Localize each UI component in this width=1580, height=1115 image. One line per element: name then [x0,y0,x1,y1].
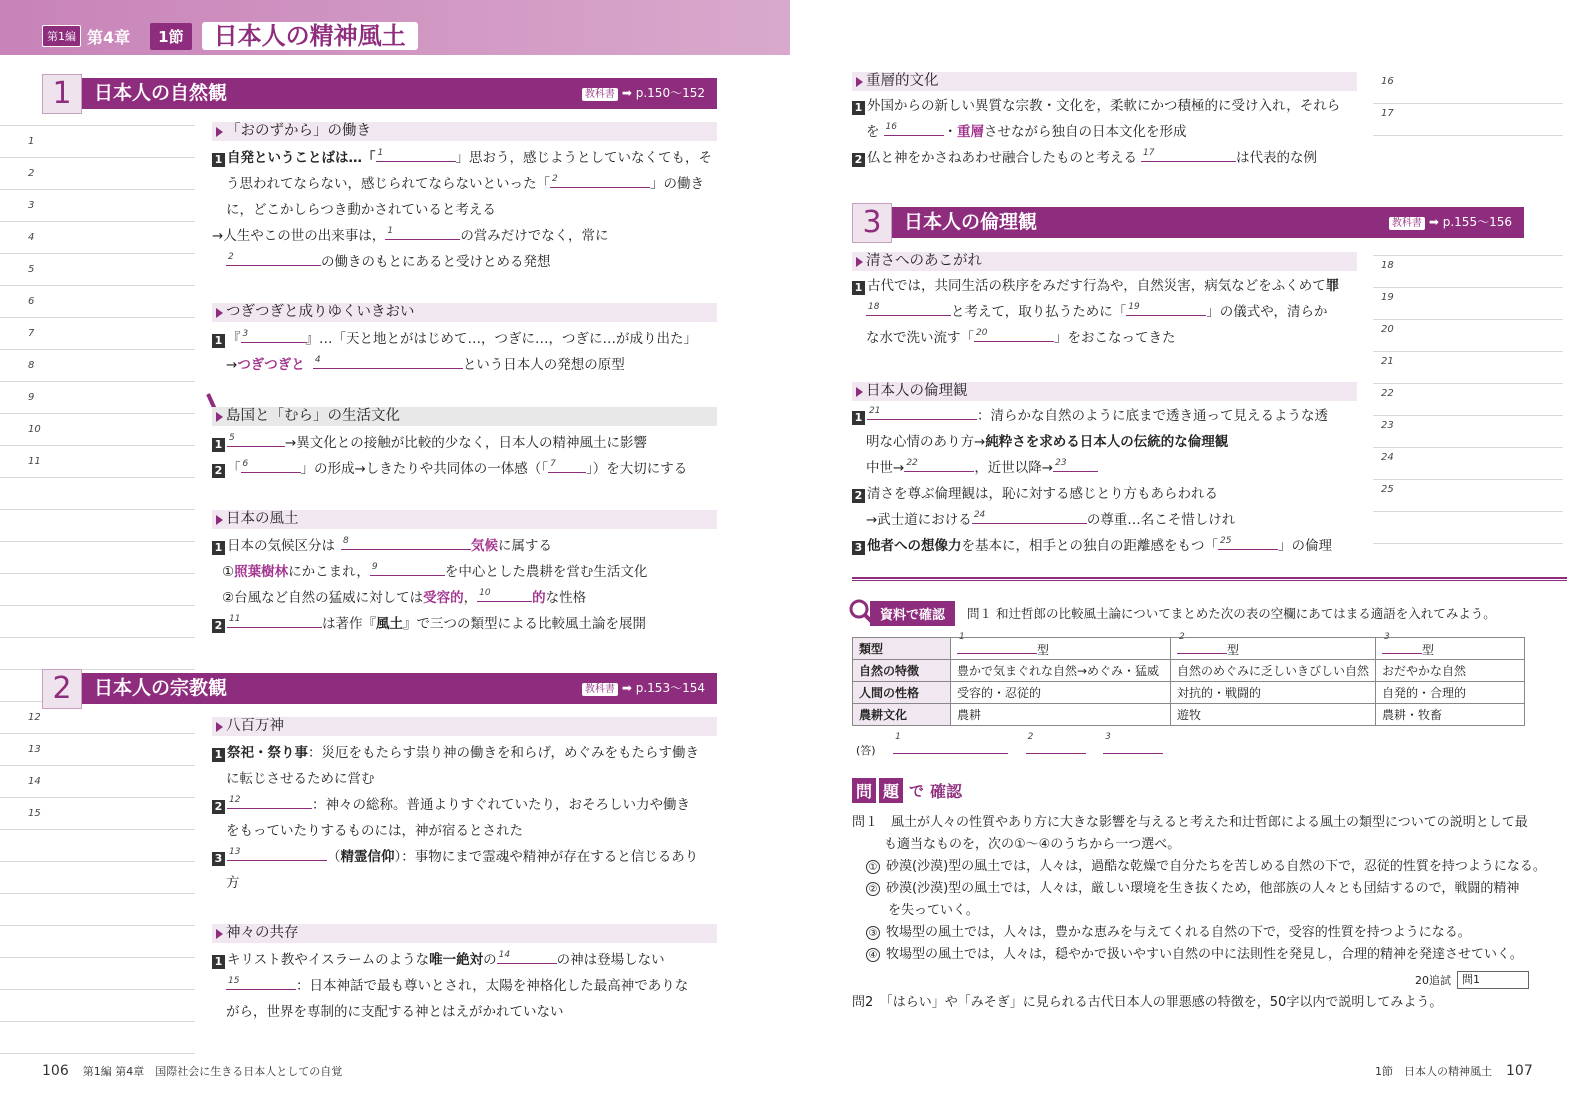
text: 」）を大切にする [586,461,688,477]
note-row[interactable]: 16 [1373,72,1563,104]
text: を基本に，相手との独自の距離感をもつ「 [961,538,1218,554]
text: という日本人の発想の原型 [462,357,625,373]
text: 清さを尊ぶ倫理観は，恥に対する感じとり方もあらわれる [867,486,1218,502]
table-cell: 農耕 [951,704,1171,726]
page-number-right: 1節 日本人の精神風土 107 [1375,1063,1533,1079]
text: 』…「天と地とがはじめて…，つぎに…，つぎに…が成り出た」 [305,331,697,347]
option-text: を失っていく。 [888,903,979,918]
s2b-block: 神々の共存 1 キリスト教やイスラームのような唯一絶対の 14 の神は登場しない 15 ：日本神話で最も尊いとされ，太陽を神格化した最高神でありな がら，世界を専制的に支配する神とはえがかれていない [212,924,717,1025]
blank[interactable]: 10 [477,588,532,602]
text: の [483,952,497,968]
text: ：清らかな自然のように底まで透き通って見えるような透 [977,408,1328,424]
text: がら，世界を専制的に支配する神とはえがかれていない [226,1004,564,1020]
section-title: 日本人の自然観 [94,82,228,104]
text: 「 [227,461,241,477]
text: 方 [226,875,240,891]
fudo-table: 類型 1 型 2 型 3 型 自然の特徴 豊かで気まぐれな自然→めぐみ・猛威 自然のめぐみに乏しいきびしい自然 おだやかな自然 人間の性格 受容的・忍従的 対抗的・戦闘的 自発的・合理的 農耕文化 農耕 遊牧 農耕・牧畜 [852,637,1525,726]
option-text: 牧場型の風土では，人々は，穏やかで扱いやすい自然の中に法則性を発見し，合理的精神を発達させていく。 [886,947,1523,962]
option-marker[interactable]: ① [866,860,880,874]
text: ）：事物にまで霊魂や精神が存在すると信じるあり [394,849,699,865]
note-row[interactable]: 2 [0,158,195,190]
blank[interactable]: 22 [904,458,974,472]
note-row[interactable] [0,638,195,670]
subheading: 清さへのあこがれ [852,252,1357,271]
s3b-block: 日本人の倫理観 1 21 ：清らかな自然のように底まで透き通って見えるような透 明な心情のあり方→純粋さを求める日本人の伝統的な倫理観 中世→ 22 ，近世以降→ 23 2 清さを尊ぶ倫理観は，恥に対する感じとり方もあらわれる →武士道における 24 の尊重…名こそ惜しけれ 3 他者への想像力を基本に，相手との独自の距離感をもつ「 25 」の倫理 [852,382,1357,559]
subheading: 日本人の倫理観 [852,382,1357,401]
page-ref: ➡ p.155〜156 [1428,215,1512,229]
text: ， [463,590,478,606]
note-row[interactable] [0,862,195,894]
blank[interactable]: 2 [1026,740,1086,754]
text: （ [327,849,341,865]
text: →異文化との接触が比較的少なく，日本人の精神風土に影響 [285,435,648,451]
note-row[interactable]: 6 [0,286,195,318]
page-ref: ➡ p.150〜152 [621,86,705,100]
text: 」の儀式や，清らか [1206,304,1328,320]
note-row[interactable]: 15 [0,798,195,830]
note-row[interactable] [0,926,195,958]
text: 仏と神をかさねあわせ融合したものと考える [867,150,1137,166]
textbook-tag: 教科書 [1389,217,1425,230]
text: の尊重…名こそ惜しけれ [1086,512,1236,528]
text: をもっていたりするものには，神が宿るとされた [226,823,523,839]
table-cell: 農耕・牧畜 [1376,704,1525,726]
blank[interactable]: 3 [241,329,306,343]
note-row[interactable]: 4 [0,222,195,254]
keyword: 精霊信仰 [340,849,395,865]
table-cell: おだやかな自然 [1376,660,1525,682]
note-row[interactable] [0,830,195,862]
mondai-char: 題 [879,778,903,803]
table-cell: 遊牧 [1171,704,1376,726]
text: の神は登場しない [556,952,665,968]
blank[interactable]: 2 [1177,640,1227,654]
keyword: つぎつぎと [237,357,305,373]
note-row[interactable]: 24 [1373,448,1563,480]
blank[interactable]: 19 [1126,302,1206,316]
keyword: 風土 [376,616,403,632]
table-cell: 農耕文化 [853,704,951,726]
subheading: 日本の風土 [212,510,717,529]
text: ，近世以降→ [974,460,1054,476]
text: ：神々の総称。普通よりすぐれていたり，おそろしい力や働き [312,797,690,813]
keyword: 純粋さを求める日本人の伝統的な倫理観 [985,434,1229,450]
mondai-char: で [909,782,925,800]
text: 」をおこなってきた [1054,330,1176,346]
table-cell: 対抗的・戦闘的 [1171,682,1376,704]
text: 中世→ [866,460,905,476]
blank[interactable]: 7 [548,459,586,473]
blank[interactable]: 1 [893,740,1008,754]
keyword: 重層 [957,124,984,140]
text: 自発ということばは…「 [227,150,376,166]
shiryo-header [848,598,1496,628]
mondai-block [852,812,1567,966]
breadcrumb [42,22,418,50]
table-cell: 自発的・合理的 [1376,682,1525,704]
text: に，どこかしらつき動かされていると考える [226,202,496,218]
table-cell: 人間の性格 [853,682,951,704]
table-cell: 類型 [853,638,951,660]
keyword: 受容的 [423,590,464,606]
subheading: つぎつぎと成りゆくいきおい [212,303,717,322]
option-text: 牧場型の風土では，人々は，豊かな恵みを与えてくれる自然の下で，受容的性質を持つようになる。 [886,925,1471,940]
divider [852,577,1567,581]
blank[interactable]: 12 [227,795,312,809]
textbook-tag: 教科書 [582,88,618,101]
textbook-tag: 教科書 [582,683,618,696]
blank[interactable]: 8 [341,536,471,550]
note-row[interactable]: 17 [1373,104,1563,136]
mondai-char: 確認 [930,782,963,801]
keyword: 祭祀・祭り事 [227,745,308,761]
blank[interactable]: 18 [866,302,951,316]
text: ・ [943,124,957,140]
note-row[interactable]: 3 [0,190,195,222]
note-row[interactable]: 14 [0,766,195,798]
s1a-block: 「おのずから」の働き 1 自発ということばは…「 1 」思おう，感じようとしていなくても，そ う思われてならない，感じられてならないといった「 2 」の働き に，どこかしらつき動かされていると考える →人生やこの世の出来事は， 1 の営みだけでなく，常に 2 の働きのもとにあると受けとめる発想 [212,122,717,275]
text: させながら独自の日本文化を形成 [984,124,1187,140]
text: 『 [227,331,241,347]
blank[interactable]: 1 [385,226,460,240]
subheading: 島国と「むら」の生活文化 [212,407,717,426]
note-row[interactable]: 5 [0,254,195,286]
section-1-header [42,75,717,111]
keyword: 的 [532,590,546,606]
question-2: 問2 「はらい」や「みそぎ」に見られる古代日本人の罪悪感の特徴を，50字以内で説明してみよう。 [852,995,1443,1010]
keyword: 唯一絶対 [429,952,484,968]
hen-label: 第1編 [42,25,81,47]
text: に属する [498,538,552,554]
blank[interactable]: 24 [972,510,1087,524]
blank[interactable]: 3 [1103,740,1163,754]
note-row[interactable]: 21 [1373,352,1563,384]
text: を [866,124,880,140]
table-cell: 自然の特徴 [853,660,951,682]
note-row[interactable]: 8 [0,350,195,382]
text: う思われてならない，感じられてならないといった「 [226,176,550,192]
note-row[interactable] [0,606,195,638]
left-notes [0,125,195,1054]
subheading: 重層的文化 [852,72,1357,91]
note-row[interactable]: 22 [1373,384,1563,416]
answer-row: (答) 1 2 3 [856,740,1163,758]
s2a-block: 八百万神 1 祭祀・祭り事：災厄をもたらす祟り神の働きを和らげ，めぐみをもたらす働き に転じさせるために営む 2 12 ：神々の総称。普通よりすぐれていたり，おそろしい力や働き をもっていたりするものには，神が宿るとされた 3 13 （精霊信仰）：事物にまで霊魂や精神が存在すると信じるあり 方 [212,717,717,896]
text: →人生やこの世の出来事は， [212,228,386,244]
note-row[interactable] [0,958,195,990]
option-text: 砂漠(沙漠)型の風土では，人々は，厳しい環境を生き抜くため，他部族の人々とも団結するので，戦闘的精神 [886,881,1520,896]
text: 」の倫理 [1278,538,1332,554]
section-title: 日本人の倫理観 [904,211,1038,233]
note-row[interactable]: 1 [0,126,195,158]
page-title: 日本人の精神風土 [202,22,418,50]
option-text: 砂漠(沙漠)型の風土では，人々は，過酷な乾燥で自分たちを苦しめる自然の下で，忍従的性質を持つようになる。 [886,859,1546,874]
note-row[interactable]: 20 [1373,320,1563,352]
keyword: 気候 [471,538,498,554]
source-tag: 20追試 問1 [1415,971,1529,989]
note-row[interactable] [0,1022,195,1054]
note-row[interactable]: 18 [1373,256,1563,288]
text: 」の形成→しきたりや共同体の一体感（「 [300,461,549,477]
blank[interactable]: 2 [226,252,321,266]
mondai-char: 問 [852,778,876,803]
text: の営みだけでなく，常に [460,228,609,244]
chapter-label: 第4章 [87,27,131,47]
blank[interactable]: 1 [957,640,1037,654]
text: 明な心情のあり方→ [866,434,986,450]
question-text: 問１ 風土が人々の性質やあり方に大きな影響を与えると考えた和辻哲郎による風土の類型についての説明として最 [852,815,1528,830]
blank[interactable]: 4 [313,355,463,369]
blank[interactable]: 9 [370,562,445,576]
shiryo-label: 資料で確認 [870,601,955,626]
blank[interactable]: 23 [1053,458,1098,472]
text: キリスト教やイスラームのような [227,952,430,968]
text: と考えて，取り払うために「 [951,304,1127,320]
table-cell: 豊かで気まぐれな自然→めぐみ・猛威 [951,660,1171,682]
note-row[interactable]: 10 [0,414,195,446]
blank[interactable]: 17 [1141,148,1236,162]
blank[interactable]: 1 [376,148,456,162]
option-marker[interactable]: ③ [866,926,880,940]
section-number: 2 [42,669,82,709]
table-cell: 受容的・忍従的 [951,682,1171,704]
section-2-header [42,670,717,706]
note-row[interactable]: 12 [0,702,195,734]
text: 外国からの新しい異質な宗教・文化を，柔軟にかつ積極的に受け入れ，それら [867,98,1341,114]
blank[interactable]: 3 [1382,640,1422,654]
s3a-block: 清さへのあこがれ 1 古代では，共同生活の秩序をみだす行為や，自然災害，病気などをふくめて罪 18 と考えて，取り払うために「 19 」の儀式や，清らか な水で洗い流す「 20 」をおこなってきた [852,252,1357,351]
text: の働きのもとにあると受けとめる発想 [321,254,551,270]
s1b-block: つぎつぎと成りゆくいきおい 1 『 3 』…「天と地とがはじめて…，つぎに…，つぎに…が成り出た」 →つぎつぎと 4 という日本人の発想の原型 [212,303,717,378]
blank[interactable]: 15 [226,976,296,990]
blank[interactable]: 5 [227,433,285,447]
text: 』で三つの類型による比較風土論を展開 [403,616,646,632]
blank[interactable]: 11 [227,614,322,628]
note-row[interactable]: 13 [0,734,195,766]
s1d-block: 日本の風土 1 日本の気候区分は 8 気候に属する ①照葉樹林にかこまれ， 9 を中心とした農耕を営む生活文化 ②台風など自然の猛威に対しては受容的， 10 的な性格 2 11 は著作『風土』で三つの類型による比較風土論を展開 [212,510,717,637]
s1c-block: 島国と「むら」の生活文化 1 5 →異文化との接触が比較的少なく，日本人の精神風土に影響 2 「 6 」の形成→しきたりや共同体の一体感（「 7 」）を大切にする [212,407,717,482]
keyword: 照葉樹林 [234,564,289,580]
table-cell: 自然のめぐみに乏しいきびしい自然 [1171,660,1376,682]
note-row[interactable]: 25 [1373,480,1563,512]
text: → [226,357,238,373]
text: に転じさせるために営む [226,771,375,787]
subheading: 神々の共存 [212,924,717,943]
right-notes [1373,72,1563,544]
keyword: 罪 [1325,278,1340,294]
r1-block: 重層的文化 1 外国からの新しい異質な宗教・文化を，柔軟にかつ積極的に受け入れ，それら を 16 ・重層させながら独自の日本文化を形成 2 仏と神をかさねあわせ融合したものと考える 17 は代表的な例 [852,72,1357,171]
text: 」思おう，感じようとしていなくても，そ [455,150,712,166]
note-row[interactable] [0,542,195,574]
blank[interactable]: 13 [227,847,327,861]
note-row[interactable]: 23 [1373,416,1563,448]
blank[interactable]: 6 [241,459,301,473]
keyword: 他者への想像力 [867,538,962,554]
section-number: 1 [42,74,82,114]
text: →武士道における [866,512,972,528]
option-marker[interactable]: ② [866,882,880,896]
text: を中心とした農耕を営む生活文化 [444,564,648,580]
option-marker[interactable]: ④ [866,948,880,962]
page-number-left: 106 第1編 第4章 国際社会に生きる日本人としての自覚 [42,1063,343,1079]
blank[interactable]: 21 [867,406,977,420]
text: ②台風など自然の猛威に対しては [222,590,424,606]
note-row[interactable]: 11 [0,446,195,478]
section-3-header [852,204,1524,240]
note-row[interactable] [0,510,195,542]
mondai-header [852,778,962,803]
text: ：日本神話で最も尊いとされ，太陽を神格化した最高神でありな [296,978,689,994]
blank[interactable]: 14 [497,950,557,964]
subheading: 「おのずから」の働き [212,122,717,141]
note-row[interactable] [0,478,195,510]
note-row[interactable] [0,894,195,926]
note-row[interactable] [1373,512,1563,544]
text: な性格 [545,590,587,606]
text: は著作『 [322,616,376,632]
text: な水で洗い流す「 [866,330,974,346]
note-row[interactable]: 7 [0,318,195,350]
shiryo-question: 問１ 和辻哲郎の比較風土論についてまとめた次の表の空欄にあてはまる適語を入れてみよう。 [967,606,1496,621]
note-row[interactable]: 9 [0,382,195,414]
note-row[interactable] [0,574,195,606]
text: ：災厄をもたらす祟り神の働きを和らげ，めぐみをもたらす働き [308,745,699,761]
text: ① [222,564,235,580]
subheading: 八百万神 [212,717,717,736]
text: 日本の気候区分は [227,538,335,554]
note-row[interactable] [0,990,195,1022]
blank[interactable]: 2 [550,174,650,188]
blank[interactable]: 20 [974,328,1054,342]
page-ref: ➡ p.153〜154 [621,681,705,695]
text: は代表的な例 [1236,150,1317,166]
blank[interactable]: 25 [1218,536,1278,550]
question-text: も適当なものを，次の①～④のうちから一つ選べ。 [884,837,1181,852]
section-number: 3 [852,203,892,243]
text: にかこまれ， [288,564,370,580]
section-title: 日本人の宗教観 [94,677,228,699]
section-badge: 1節 [150,23,191,50]
text: 」の働き [650,176,704,192]
note-row[interactable]: 19 [1373,288,1563,320]
text: 古代では，共同生活の秩序をみだす行為や，自然災害，病気などをふくめて [867,278,1326,294]
blank[interactable]: 16 [884,122,944,136]
